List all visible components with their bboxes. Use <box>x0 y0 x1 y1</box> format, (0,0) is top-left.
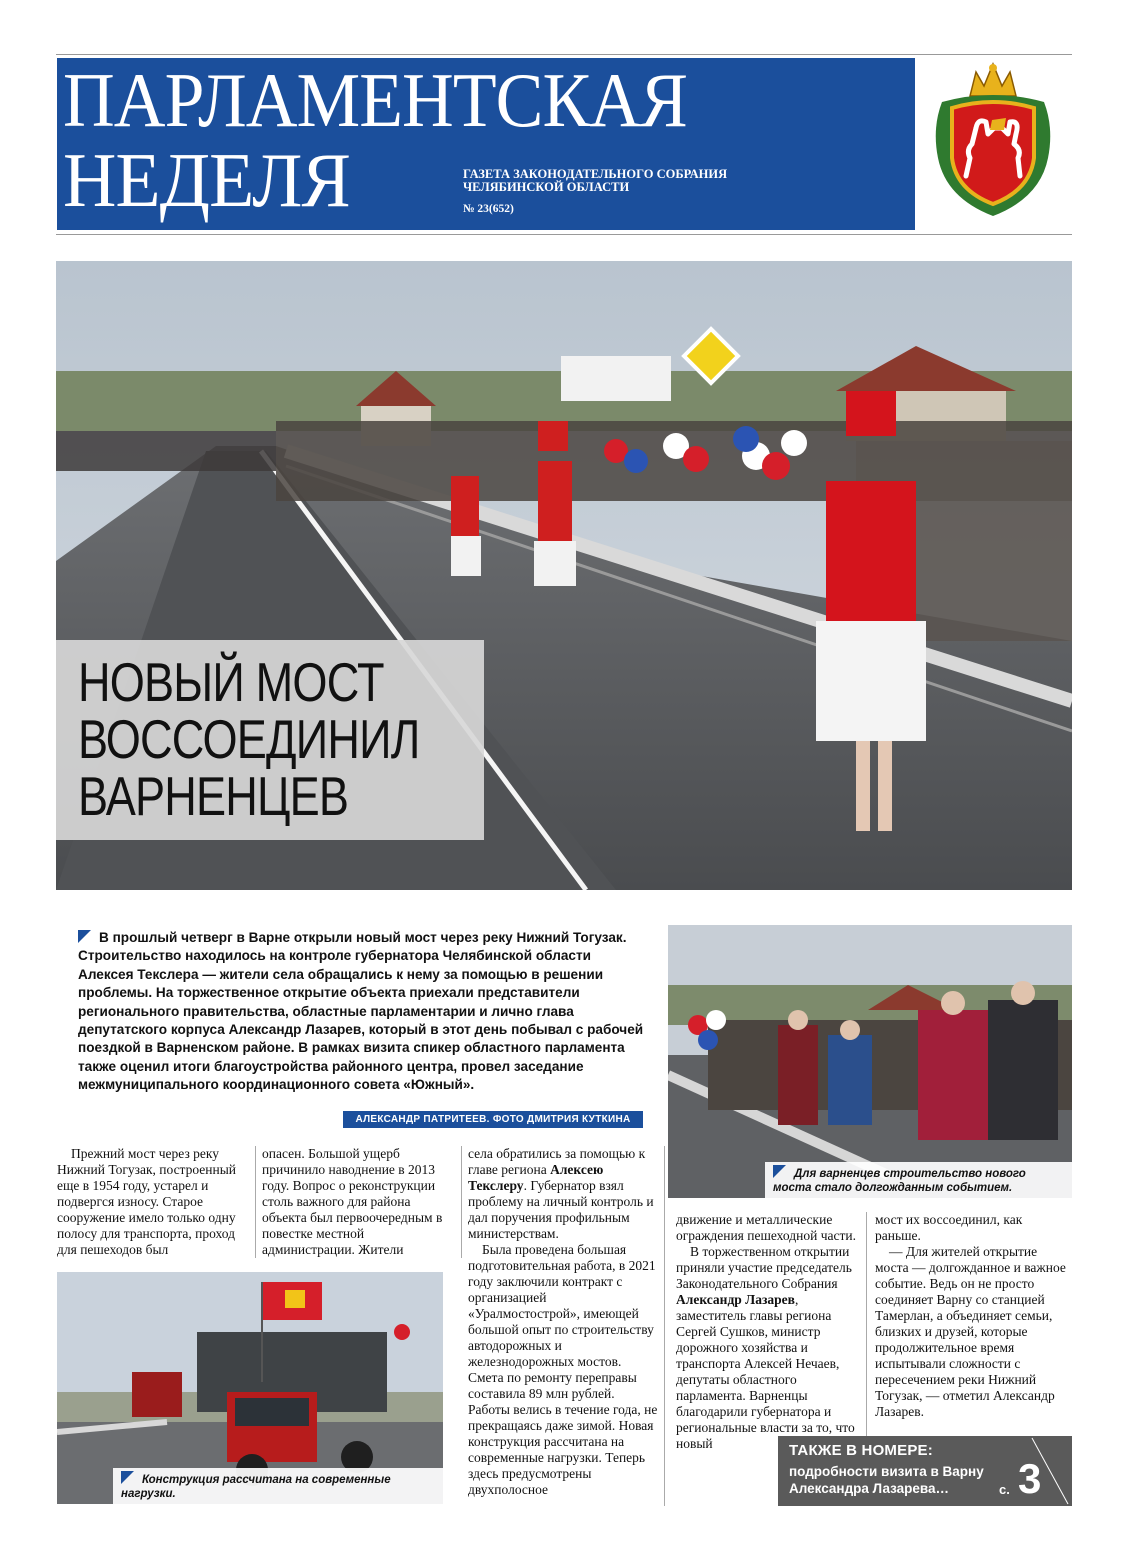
crowd-photo-illustration <box>668 925 1072 1198</box>
crowd-photo <box>668 925 1072 1198</box>
coat-of-arms-chelyabinsk-icon <box>930 58 1056 220</box>
article-paragraph: Прежний мост через реку Нижний Тогузак, построенный еще в 1954 году, устарел и подвергся износу. Старое сооружение имело только одну полосу для транспорта, проход для пешеходов был <box>57 1146 237 1257</box>
article-paragraph <box>468 1146 658 1242</box>
also-in-issue-banner[interactable] <box>778 1436 1072 1506</box>
masthead-rule <box>56 234 1072 235</box>
blue-triangle-marker-icon <box>121 1471 134 1484</box>
article-paragraph <box>676 1244 858 1452</box>
issue-number: № 23(652) <box>463 203 514 215</box>
hero-photo <box>56 261 1072 890</box>
article-text: . Губернатор взял проблему на личный контроль и дал поручения профильным министерствам. <box>468 1178 654 1241</box>
lead-paragraph <box>78 929 644 1095</box>
headline-box <box>56 640 484 840</box>
article-paragraph: — Для жителей открытие моста — долгожданное и важное событие. Ведь он не просто соединяет Варну со станцией Тамерлан, а объединяет семьи, близких и друзей, которые продолжительное время испытывали сложности с пересечением реки Нижний Тогузак, — отметил Александр Лазарев. <box>875 1244 1066 1419</box>
masthead <box>57 58 915 230</box>
column-divider <box>664 1146 665 1506</box>
masthead-subtitle-line2: ЧЕЛЯБИНСКОЙ ОБЛАСТИ <box>463 180 630 194</box>
article-paragraph: мост их воссоединил, как раньше. <box>875 1212 1023 1243</box>
page-label: с. <box>999 1482 1010 1497</box>
caption-text: Для варненцев строительство нового моста стало долгожданным событием. <box>773 1168 1026 1194</box>
article-text: села обратились за помощью к главе региона <box>468 1146 646 1177</box>
photo-caption <box>765 1162 1072 1198</box>
slash-decoration-icon <box>1028 1436 1072 1506</box>
headline-line3: ВАРНЕНЦЕВ <box>78 765 349 827</box>
also-text: подробности визита в Варну Александра Лазарева… <box>789 1464 984 1496</box>
article-name-bold: Александр Лазарев <box>676 1292 795 1307</box>
article-paragraph: Была проведена большая подготовительная работа, в 2021 году заключили контракт с организацией «Уралмостострой», имеющей большой опыт по строительству автодорожных и железнодорожных мостов. Смета по ремонту переправы составила 89 млн рублей. Работы велись в течение года, не прекращаясь даже зимой. Новая конструкция рассчитана на современные нагрузки. Теперь здесь предусмотрены двухполосное <box>468 1242 658 1497</box>
blue-triangle-marker-icon <box>78 930 91 943</box>
caption-text: Конструкция рассчитана на современные нагрузки. <box>121 1474 391 1500</box>
headline-line1: НОВЫЙ МОСТ <box>78 651 384 713</box>
headline-line2: ВОССОЕДИНИЛ <box>78 708 420 770</box>
article-column-5 <box>875 1212 1069 1420</box>
article-text: В торжественном открытии приняли участие председатель Законодательного Собрания <box>676 1244 852 1291</box>
article-paragraph: движение и металлические ограждения пешеходной части. <box>676 1212 856 1243</box>
article-name-bold: Алексею Текслеру <box>468 1162 604 1193</box>
byline: АЛЕКСАНДР ПАТРИТЕЕВ. ФОТО ДМИТРИЯ КУТКИНА <box>343 1111 643 1128</box>
masthead-title-line2: НЕДЕЛЯ <box>63 137 350 223</box>
masthead-subtitle-line1: ГАЗЕТА ЗАКОНОДАТЕЛЬНОГО СОБРАНИЯ <box>463 167 728 181</box>
masthead-subtitle <box>463 168 783 194</box>
masthead-title-line1: ПАРЛАМЕНТСКАЯ <box>63 58 687 143</box>
also-title: ТАКЖЕ В НОМЕРЕ: <box>789 1442 933 1459</box>
column-divider <box>255 1146 256 1258</box>
article-column-1 <box>57 1146 249 1258</box>
lead-text: В прошлый четверг в Варне открыли новый мост через реку Нижний Тогузак. Строительство находилось на контроле губернатора Челябинской области Алексея Текслера — жители села обращались к нему за помощью в решении проблемы. На торжественное открытие объекта приехали представители регионального правительства, областные парламентарии и лично глава депутатского корпуса Александр Лазарев, который в этот день побывал с рабочей поездкой в Варненском районе. В рамках визита спикер областного парламента также оценил итоги благоустройства районного центра, провел заседание межмуниципального координационного совета «Южный». <box>78 930 644 1093</box>
article-column-4 <box>676 1212 858 1452</box>
blue-triangle-marker-icon <box>773 1165 786 1178</box>
article-column-3 <box>468 1146 658 1498</box>
article-paragraph: опасен. Большой ущерб причинило наводнение в 2013 году. Вопрос о реконструкции столь важного для района объекта был первоочередным в повестке местной администрации. Жители <box>262 1146 443 1257</box>
article-text: , заместитель главы региона Сергей Сушков, министр дорожного хозяйства и транспорта Алексей Нечаев, депутаты областного парламента. Варненцы благодарили губернатора и региональные власти за то, что новый <box>676 1292 855 1451</box>
column-divider <box>461 1146 462 1258</box>
article-column-2 <box>262 1146 456 1258</box>
top-rule <box>56 54 1072 55</box>
truck-photo <box>57 1272 443 1504</box>
page-number: 3 <box>1018 1455 1042 1502</box>
photo-caption <box>113 1468 443 1504</box>
